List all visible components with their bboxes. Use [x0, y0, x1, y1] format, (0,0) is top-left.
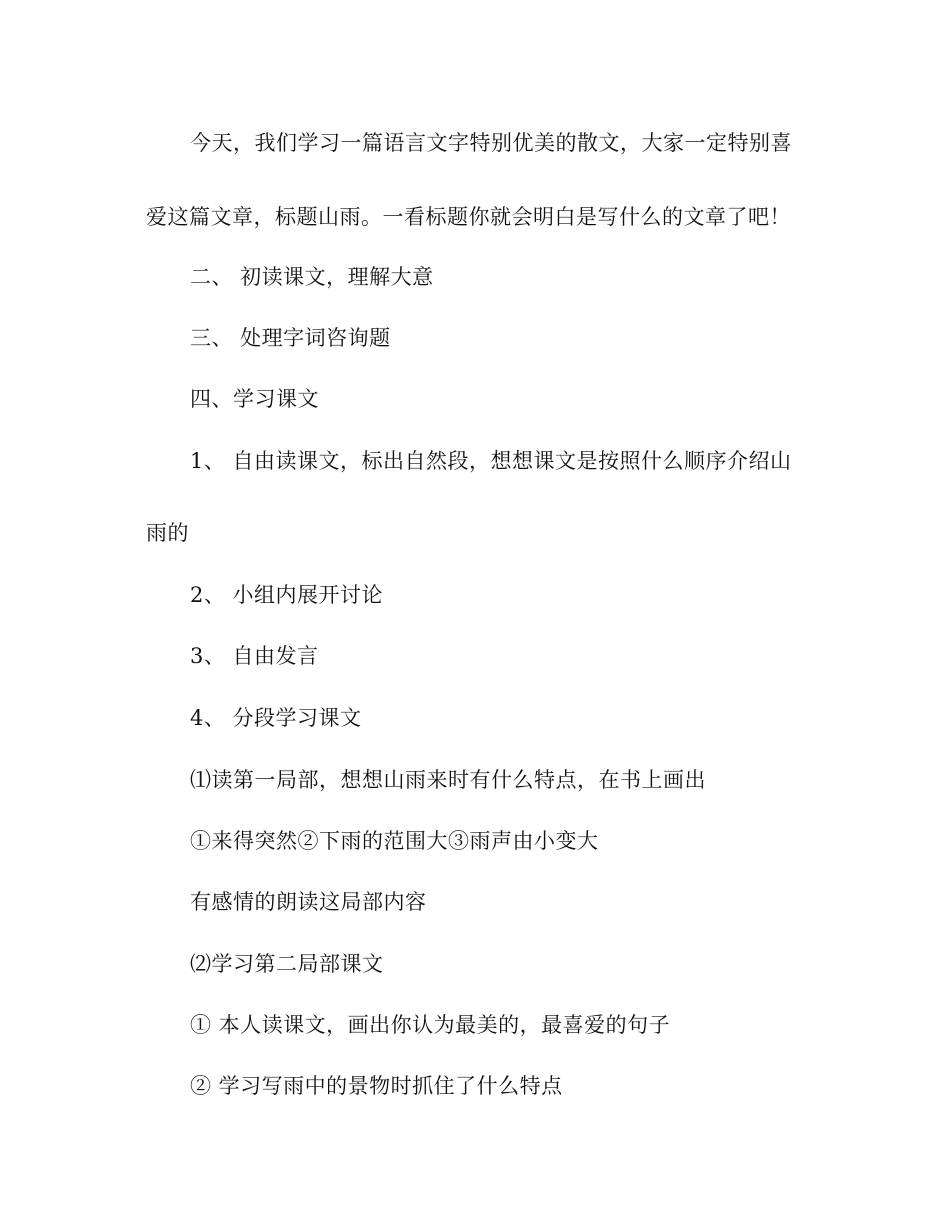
paragraph-intro-line-2: 爱这篇文章，标题山雨。一看标题你就会明白是写什么的文章了吧！	[146, 205, 791, 229]
section-heading-4: 四、学习课文	[190, 387, 319, 411]
step-1-line-1: 1、 自由读课文，标出自然段，想想课文是按照什么顺序介绍山	[190, 449, 792, 473]
substep-2-point-1: ① 本人读课文，画出你认为最美的，最喜爱的句子	[190, 1013, 671, 1037]
step-3: 3、 自由发言	[190, 644, 319, 668]
substep-1: ⑴读第一局部，想想山雨来时有什么特点，在书上画出	[190, 768, 706, 792]
section-heading-2: 二、 初读课文，理解大意	[190, 265, 434, 289]
substep-1-reading: 有感情的朗读这局部内容	[190, 890, 427, 914]
substep-2: ⑵学习第二局部课文	[190, 952, 384, 976]
substep-1-points: ①来得突然②下雨的范围大③雨声由小变大	[190, 829, 599, 853]
section-heading-3: 三、 处理字词咨询题	[190, 326, 391, 350]
step-4: 4、 分段学习课文	[190, 706, 362, 730]
substep-2-point-2: ② 学习写雨中的景物时抓住了什么特点	[190, 1074, 563, 1098]
step-2: 2、 小组内展开讨论	[190, 583, 384, 607]
step-1-line-2: 雨的	[146, 521, 189, 545]
paragraph-intro-line-1: 今天，我们学习一篇语言文字特别优美的散文，大家一定特别喜	[190, 131, 792, 155]
